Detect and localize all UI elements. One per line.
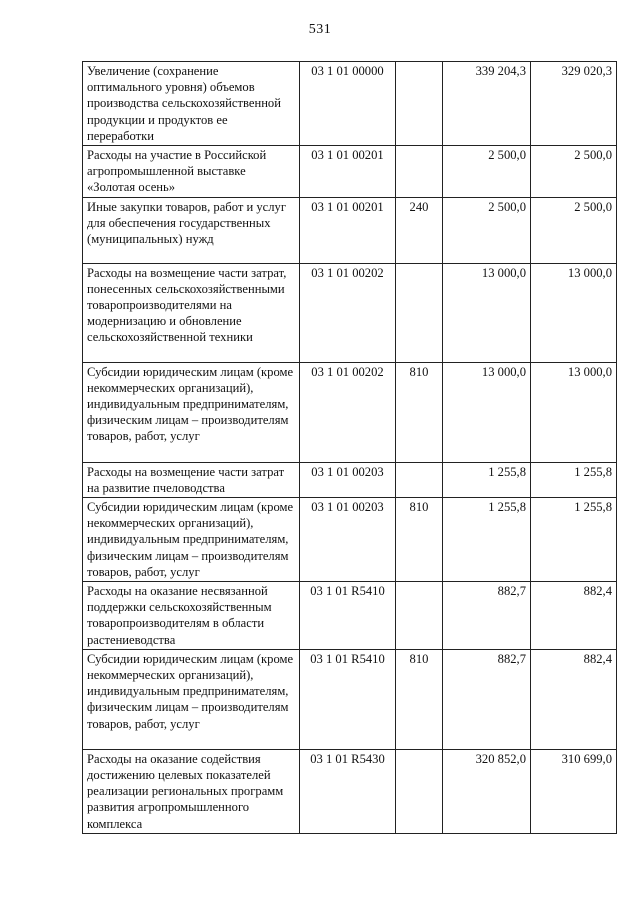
row-value-1-cell: 2 500,0 <box>443 197 531 263</box>
page-number: 531 <box>308 22 332 37</box>
row-value-2-cell: 882,4 <box>531 582 617 650</box>
row-name-cell: Субсидии юридическим лицам (кроме некоммерческих организаций), индивидуальным предпринимателям, физическим лицам – производителям товаров, работ, услуг <box>83 498 300 582</box>
row-type-cell: 810 <box>396 649 443 749</box>
row-value-1-cell: 339 204,3 <box>443 62 531 146</box>
row-value-2-cell: 882,4 <box>531 649 617 749</box>
row-value-2-cell: 2 500,0 <box>531 146 617 198</box>
row-value-1-cell: 1 255,8 <box>443 462 531 497</box>
budget-table <box>82 61 617 834</box>
row-value-2-cell: 1 255,8 <box>531 462 617 497</box>
table-row <box>83 197 617 263</box>
row-name-cell: Расходы на оказание содействия достижению целевых показателей реализации региональных программ развития агропромышленного комплекса <box>83 749 300 833</box>
row-code-cell: 03 1 01 R5430 <box>300 749 396 833</box>
row-value-2-cell: 329 020,3 <box>531 62 617 146</box>
table-row <box>83 462 617 497</box>
budget-table-body <box>83 62 617 834</box>
table-row <box>83 146 617 198</box>
table-row <box>83 263 617 362</box>
row-type-cell: 810 <box>396 362 443 462</box>
row-value-1-cell: 2 500,0 <box>443 146 531 198</box>
row-code-cell: 03 1 01 00202 <box>300 263 396 362</box>
row-code-cell: 03 1 01 00203 <box>300 462 396 497</box>
row-value-1-cell: 882,7 <box>443 649 531 749</box>
table-row <box>83 498 617 582</box>
row-name-cell: Расходы на оказание несвязанной поддержки сельскохозяйственным товаропроизводителям в области растениеводства <box>83 582 300 650</box>
row-code-cell: 03 1 01 00201 <box>300 146 396 198</box>
row-name-cell: Расходы на возмещение части затрат на развитие пчеловодства <box>83 462 300 497</box>
row-name-cell: Субсидии юридическим лицам (кроме некоммерческих организаций), индивидуальным предпринимателям, физическим лицам – производителям товаров, работ, услуг <box>83 649 300 749</box>
row-value-2-cell: 13 000,0 <box>531 263 617 362</box>
table-row <box>83 749 617 833</box>
row-value-2-cell: 1 255,8 <box>531 498 617 582</box>
row-name-cell: Субсидии юридическим лицам (кроме некоммерческих организаций), индивидуальным предпринимателям, физическим лицам – производителям товаров, работ, услуг <box>83 362 300 462</box>
table-row <box>83 582 617 650</box>
row-code-cell: 03 1 01 R5410 <box>300 649 396 749</box>
row-code-cell: 03 1 01 00000 <box>300 62 396 146</box>
row-value-2-cell: 310 699,0 <box>531 749 617 833</box>
row-code-cell: 03 1 01 00203 <box>300 498 396 582</box>
row-type-cell: 240 <box>396 197 443 263</box>
row-type-cell <box>396 146 443 198</box>
row-value-1-cell: 1 255,8 <box>443 498 531 582</box>
row-name-cell: Расходы на возмещение части затрат, понесенных сельскохозяйственными товаропроизводителями на модернизацию и обновление сельскохозяйственной техники <box>83 263 300 362</box>
table-row <box>83 362 617 462</box>
table-row <box>83 649 617 749</box>
row-name-cell: Иные закупки товаров, работ и услуг для обеспечения государственных (муниципальных) нужд <box>83 197 300 263</box>
row-code-cell: 03 1 01 R5410 <box>300 582 396 650</box>
row-value-2-cell: 2 500,0 <box>531 197 617 263</box>
row-code-cell: 03 1 01 00202 <box>300 362 396 462</box>
row-value-1-cell: 882,7 <box>443 582 531 650</box>
row-name-cell: Расходы на участие в Российской агропромышленной выставке «Золотая осень» <box>83 146 300 198</box>
row-type-cell <box>396 263 443 362</box>
row-type-cell <box>396 462 443 497</box>
row-value-1-cell: 320 852,0 <box>443 749 531 833</box>
row-value-2-cell: 13 000,0 <box>531 362 617 462</box>
row-name-cell: Увеличение (сохранение оптимального уровня) объемов производства сельскохозяйственной продукции и продуктов ее переработки <box>83 62 300 146</box>
row-type-cell <box>396 749 443 833</box>
row-type-cell: 810 <box>396 498 443 582</box>
row-value-1-cell: 13 000,0 <box>443 263 531 362</box>
row-code-cell: 03 1 01 00201 <box>300 197 396 263</box>
row-value-1-cell: 13 000,0 <box>443 362 531 462</box>
table-row <box>83 62 617 146</box>
row-type-cell <box>396 582 443 650</box>
row-type-cell <box>396 62 443 146</box>
